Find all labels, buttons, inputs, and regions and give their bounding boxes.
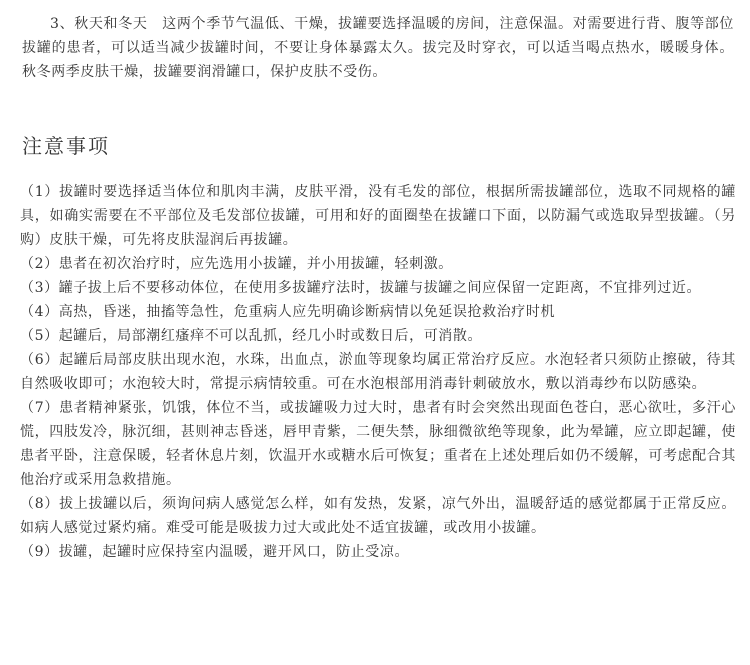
note-item-6: （6）起罐后局部皮肤出现水泡，水珠，出血点，淤血等现象均属正常治疗反应。水泡轻者只须防止擦破，待其自然吸收即可；水泡较大时，常提示病情较重。可在水泡根部用消毒针刺破放水，敷以消毒纱布以防感染。 bbox=[20, 352, 736, 392]
notes-list bbox=[20, 180, 736, 564]
note-item-4: （4）高热，昏迷，抽搐等急性，危重病人应先明确诊断病情以免延误抢救治疗时机 bbox=[20, 304, 556, 320]
section-title: 注意事项 bbox=[22, 134, 110, 158]
note-item-2: （2）患者在初次治疗时，应先选用小拔罐，并小用拔罐，轻刺激。 bbox=[20, 256, 453, 272]
note-item-8: （8）拔上拔罐以后，须询问病人感觉怎么样，如有发热，发紧，凉气外出，温暖舒适的感觉都属于正常反应。如病人感觉过紧灼痛。难受可能是吸拔力过大或此处不适宜拔罐，或改用小拔罐。 bbox=[20, 496, 736, 536]
note-item-7: （7）患者精神紧张，饥饿，体位不当，或拔罐吸力过大时，患者有时会突然出现面色苍白，恶心欲吐，多汗心慌，四肢发冷，脉沉细，甚则神志昏迷，唇甲青紫，二便失禁，脉细微欲绝等现象，此为晕罐，应立即起罐，使患者平卧，注意保暖，轻者休息片刻，饮温开水或糖水后可恢复；重者在上述处理后如仍不缓解，可考虑配合其他治疗或采用急救措施。 bbox=[20, 400, 736, 488]
note-item-3: （3）罐子拔上后不要移动体位，在使用多拔罐疗法时，拔罐与拔罐之间应保留一定距离，不宜排列过近。 bbox=[20, 280, 702, 296]
note-item-1: （1）拔罐时要选择适当体位和肌肉丰满，皮肤平滑，没有毛发的部位，根据所需拔罐部位，选取不同规格的罐具，如确实需要在不平部位及毛发部位拔罐，可用和好的面圈垫在拔罐口下面，以防漏气或选取异型拔罐。（另购）皮肤干燥，可先将皮肤湿润后再拔罐。 bbox=[20, 184, 736, 248]
note-item-9: （9）拔罐，起罐时应保持室内温暖，避开风口，防止受凉。 bbox=[20, 544, 410, 560]
note-item-5: （5）起罐后，局部潮红瘙痒不可以乱抓，经几小时或数日后，可消散。 bbox=[20, 328, 483, 344]
intro-paragraph: 3、秋天和冬天 这两个季节气温低、干燥，拔罐要选择温暖的房间，注意保温。对需要进行背、腹等部位拔罐的患者，可以适当减少拔罐时间，不要让身体暴露太久。拔完及时穿衣，可以适当喝点热水，暖暖身体。秋冬两季皮肤干燥，拔罐要润滑罐口，保护皮肤不受伤。 bbox=[22, 16, 734, 80]
